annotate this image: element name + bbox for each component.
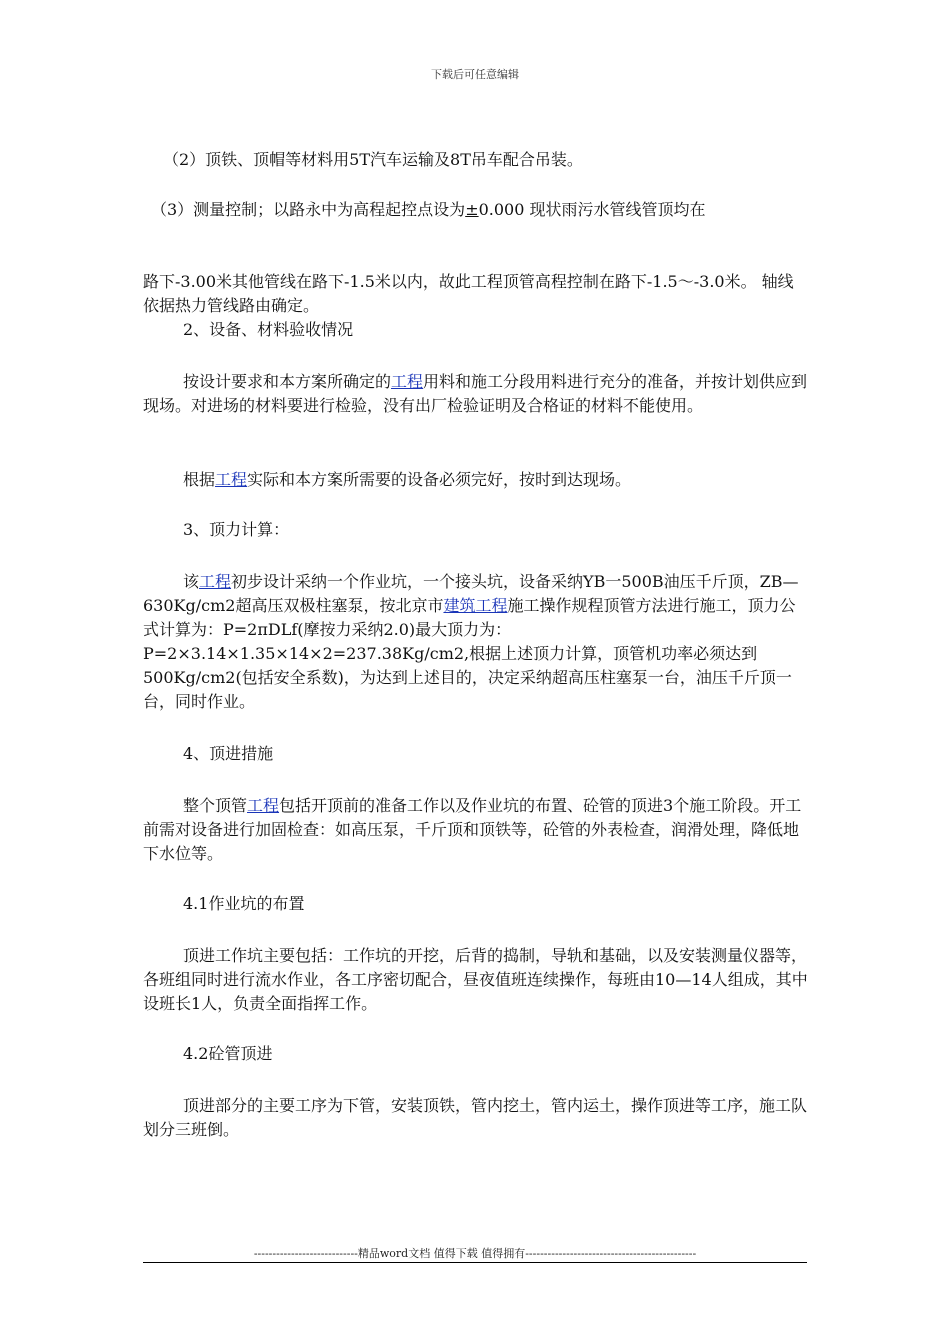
paragraph-transport [143,148,808,172]
link-project[interactable]: 工程 [215,470,248,489]
paragraph-pipe-jacking: 顶进部分的主要工序为下管，安装顶铁，管内挖土，管内运土，操作顶进等工序，施工队划分三班倒。 [143,1096,808,1139]
paragraph-equipment [143,468,808,492]
text: 0.000 现状雨污水管线管顶均在 [478,200,706,219]
text: 包括开顶前的准备工作以及作业坑的布置、砼管的顶进3个施工阶段。开工前需对设备进行加固检查：如高压泵，千斤顶和顶铁等，砼管的外表检查，润滑处理，降低地下水位等。 [143,796,802,863]
text: 施工操作规程顶管方法进行施工，顶力公式计算为：P=2πDLf(摩按力采纳2.0)最大顶力为：P=2×3.14×1.35×14×2=237.38Kg/cm2,根据上述顶力计算，顶管机功率必须达到500Kg/cm2(包括安全系数)，为达到上述目的，决定采纳超高压柱塞泵一台，油压千斤顶一台，同时作业。 [143,596,796,711]
paragraph-survey-control [143,198,808,222]
link-project[interactable]: 工程 [391,372,424,391]
paragraph-pit-layout: 顶进工作坑主要包括：工作坑的开挖，后背的捣制，导轨和基础，以及安装测量仪器等，各班组同时进行流水作业，各工序密切配合，昼夜值班连续操作，每班由10—14人组成，其中设班长1人，负责全面指挥工作。 [143,946,808,1013]
text: （3）测量控制；以路永中为高程起控点设为 [151,200,466,219]
text: 初步设计采纳一个作业坑，一个接头坑，设备采纳YB一500B油压千斤顶，ZB—630Kg/cm2超高压双极柱塞泵，按北京市 [143,572,799,615]
link-project[interactable]: 工程 [247,796,280,815]
heading-jacking-measures: 4、顶进措施 [183,744,274,763]
link-project[interactable]: 工程 [199,572,232,591]
text: （2）顶铁、顶帽等材料用5T汽车运输及8T吊车配合吊装。 [163,150,583,169]
page-footer: ----------------------------精品word文档 值得下载 值得拥有---------------------------------------------- [253,1247,697,1260]
text: 整个顶管 [183,796,248,815]
page-header: 下载后可任意编辑 [431,68,519,81]
plus-minus-sign: ± [465,200,479,219]
text: 该 [183,572,200,591]
heading-jacking-force: 3、顶力计算： [183,520,290,539]
paragraph-materials [143,370,808,418]
paragraph-jacking-overview [143,794,808,866]
paragraph-elevation: 路下-3.00米其他管线在路下-1.5米以内，故此工程顶管高程控制在路下-1.5～-3.0米。 轴线依据热力管线路由确定。 [143,272,794,315]
footer-divider [143,1262,807,1263]
paragraph-force-calculation [143,570,808,714]
heading-equipment-acceptance: 2、设备、材料验收情况 [183,320,354,339]
text: 实际和本方案所需要的设备必须完好，按时到达现场。 [247,470,632,489]
heading-pit-layout: 4.1作业坑的布置 [183,894,305,913]
text: 根据 [183,470,216,489]
heading-pipe-jacking: 4.2砼管顶进 [183,1044,273,1063]
text: 按设计要求和本方案所确定的 [183,372,392,391]
text: 用料和施工分段用料进行充分的准备，并按计划供应到现场。对进场的材料要进行检验，没有出厂检验证明及合格证的材料不能使用。 [143,372,808,415]
link-construction-project[interactable]: 建筑工程 [443,596,508,615]
